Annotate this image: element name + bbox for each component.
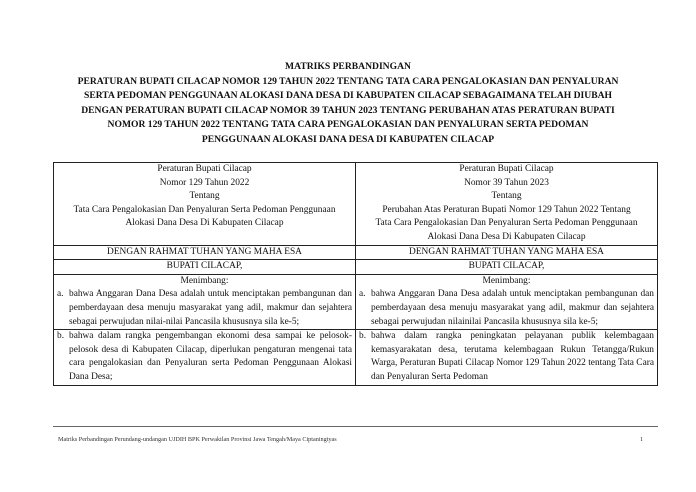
- left-item-a: [57, 288, 352, 329]
- page-number: 1: [640, 436, 644, 443]
- left-item-a-text: bahwa Anggaran Dana Desa adalah untuk menciptakan pembangunan dan pemberdayaan desa menuju masyarakat yang adil, makmur dan sejahtera sebagai perwujudan nilai-nilai Pancasila khususnya sila ke-5;: [69, 289, 352, 327]
- left-header-line-3: Tentang: [189, 191, 220, 202]
- footer-text: Matriks Perbandingan Perundang-undangan UJDIH BPK Perwakilan Provinsi Jawa Tengah/Maya Ciptaningtyas: [58, 436, 337, 443]
- right-item-b-cell: [356, 330, 658, 385]
- left-header-line-5: Alokasi Dana Desa Di Kabupaten Cilacap: [125, 218, 284, 229]
- left-header: [54, 163, 356, 246]
- right-item-a-text: bahwa Anggaran Dana Desa adalah untuk menciptakan pembangunan dan pemberdayaan desa menuju masyarakat yang adil, makmur dan sejahtera sebagai perwujudan nilainilai Pancasila khususnya sila ke-5;: [371, 289, 654, 327]
- left-rahmat: DENGAN RAHMAT TUHAN YANG MAHA ESA: [54, 245, 356, 260]
- right-item-b: [359, 330, 654, 384]
- right-menimbang-cell: [356, 274, 658, 329]
- left-menimbang-cell: [54, 274, 356, 329]
- left-item-b-text: bahwa dalam rangka pengembangan ekonomi desa sampai ke pelosok-pelosok desa di Kabupaten Cilacap, diperlukan pengaturan mengenai tata cara pengalokasian dan Penyaluran serta Pedoman Penggunaan Alokasi Dana Desa;: [69, 331, 352, 382]
- left-header-line-1: Peraturan Bupati Cilacap: [157, 164, 252, 174]
- item-b-row: [54, 330, 658, 385]
- right-header-line-6: Alokasi Dana Desa Di Kabupaten Cilacap: [427, 231, 586, 242]
- left-bupati: BUPATI CILACAP,: [54, 260, 356, 275]
- menimbang-row: [54, 274, 658, 329]
- rahmat-row: [54, 245, 658, 260]
- title-line-3: SERTA PEDOMAN PENGGUNAAN ALOKASI DANA DESA DI KABUPATEN CILACAP SEBAGAIMANA TELAH DIUBAH: [83, 90, 612, 101]
- right-rahmat: DENGAN RAHMAT TUHAN YANG MAHA ESA: [356, 245, 658, 260]
- left-item-b-label: b.: [57, 331, 65, 342]
- document-title: [40, 60, 656, 147]
- right-item-b-label: b.: [359, 331, 367, 342]
- right-item-a: [359, 288, 654, 329]
- right-item-b-text: bahwa dalam rangka peningkatan pelayanan publik kelembagaan kemasyarakatan desa, terutama kelembagaan Rukun Tetangga/Rukun Warga, Peraturan Bupati Cilacap Nomor 129 Tahun 2022 tentang Tata Cara dan Penyaluran Serta Pedoman: [371, 331, 655, 382]
- title-line-5: NOMOR 129 TAHUN 2022 TENTANG TATA CARA PENGALOKASIAN DAN PENYALURAN SERTA PEDOMAN: [107, 119, 589, 130]
- left-item-a-label: a.: [57, 289, 64, 300]
- left-menimbang-label: Menimbang:: [180, 275, 229, 286]
- left-header-line-4: Tata Cara Pengalokasian Dan Penyaluran Serta Pedoman Penggunaan: [73, 204, 336, 215]
- left-header-line-2: Nomor 129 Tahun 2022: [159, 177, 250, 188]
- bupati-row: [54, 260, 658, 275]
- right-bupati: BUPATI CILACAP,: [356, 260, 658, 275]
- right-menimbang-label: Menimbang:: [482, 275, 531, 286]
- title-line-4: DENGAN PERATURAN BUPATI CILACAP NOMOR 39 TAHUN 2023 TENTANG PERUBAHAN ATAS PERATURAN BUPATI: [81, 104, 615, 116]
- right-header: [356, 163, 658, 246]
- right-header-line-2: Nomor 39 Tahun 2023: [464, 177, 549, 188]
- footer-divider: [53, 426, 658, 427]
- comparison-matrix: [53, 162, 658, 386]
- left-item-b-cell: [54, 330, 356, 385]
- title-line-1: MATRIKS PERBANDINGAN: [285, 61, 411, 72]
- left-item-b: [57, 330, 352, 384]
- right-header-line-5: Tata Cara Pengalokasian Dan Penyaluran Serta Pedoman Penggunaan: [375, 218, 638, 229]
- matrix-viewport: [53, 162, 663, 424]
- title-line-2: PERATURAN BUPATI CILACAP NOMOR 129 TAHUN 2022 TENTANG TATA CARA PENGALOKASIAN DAN PENYALURAN: [77, 75, 619, 87]
- title-line-6: PENGGUNAAN ALOKASI DANA DESA DI KABUPATEN CILACAP: [201, 133, 495, 145]
- right-header-line-4: Perubahan Atas Peraturan Bupati Nomor 129 Tahun 2022 Tentang: [382, 204, 631, 215]
- header-row: [54, 163, 658, 246]
- right-item-a-label: a.: [359, 289, 366, 300]
- right-header-line-3: Tentang: [491, 191, 522, 202]
- right-header-line-1: Peraturan Bupati Cilacap: [459, 164, 554, 174]
